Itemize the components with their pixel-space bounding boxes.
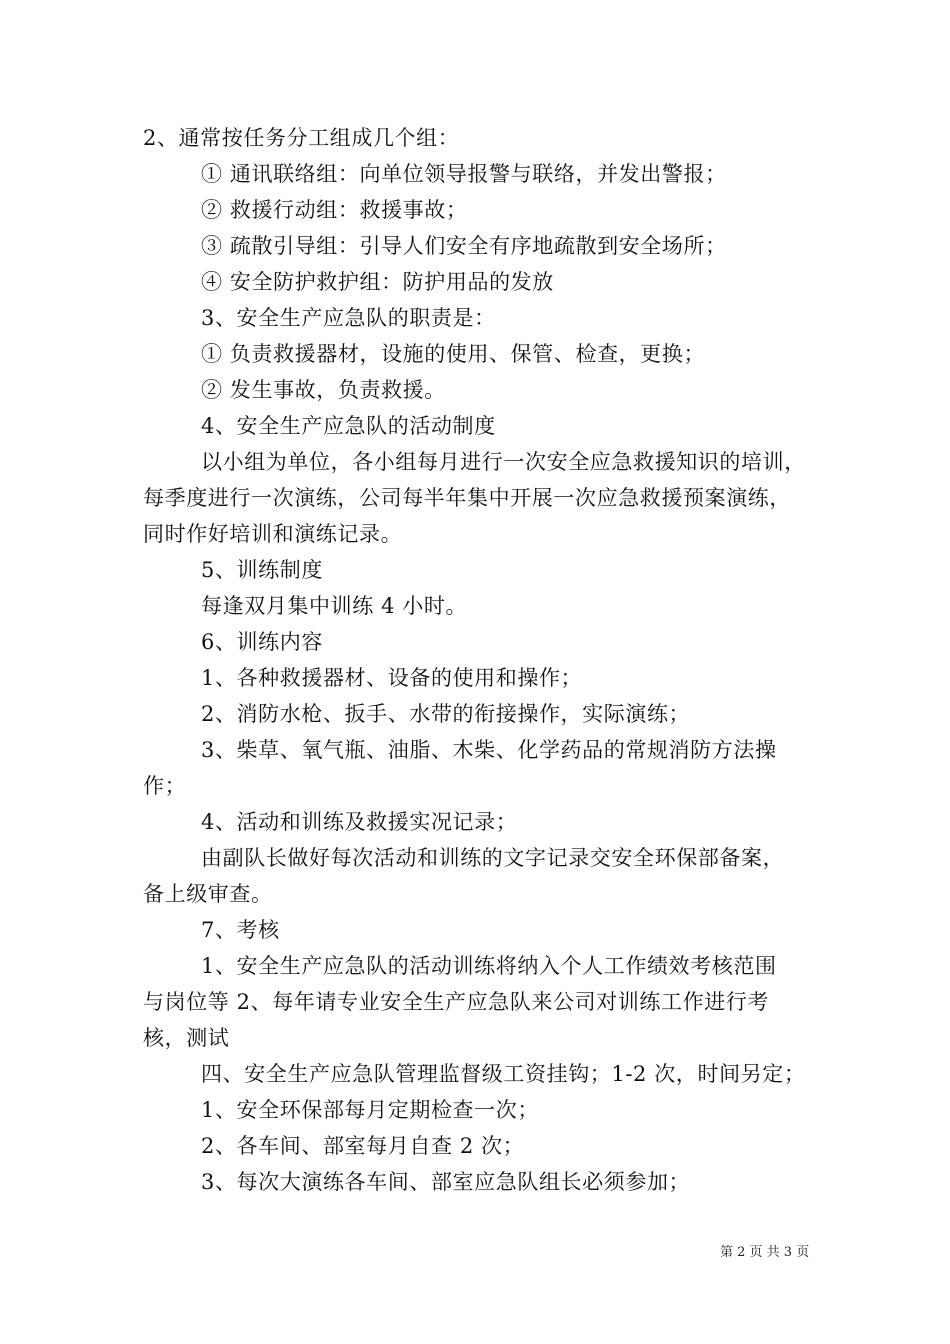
page-indicator: 第 2 页 共 3 页 bbox=[720, 1245, 810, 1260]
text-line: 以小组为单位，各小组每月进行一次安全应急救援知识的培训， bbox=[201, 450, 806, 474]
text-line: 备上级审查。 bbox=[143, 882, 273, 906]
text-line: 3、每次大演练各车间、部室应急队组长必须参加； bbox=[201, 1170, 691, 1194]
text-line: 2、消防水枪、扳手、水带的衔接操作，实际演练； bbox=[201, 702, 691, 726]
text-line: 每季度进行一次演练，公司每半年集中开展一次应急救援预案演练， bbox=[143, 486, 791, 510]
text-line: 同时作好培训和演练记录。 bbox=[143, 522, 403, 546]
text-line: ④ 安全防护救护组：防护用品的发放 bbox=[201, 270, 554, 294]
text-line: ③ 疏散引导组：引导人们安全有序地疏散到安全场所； bbox=[201, 234, 727, 258]
text-line: 每逢双月集中训练 4 小时。 bbox=[201, 594, 468, 618]
text-line: 7、考核 bbox=[201, 918, 280, 942]
text-line: 四、安全生产应急队管理监督级工资挂钩；1-2 次，时间另定； bbox=[201, 1062, 806, 1086]
text-line: ② 救援行动组：救援事故； bbox=[201, 198, 468, 222]
text-line: 4、活动和训练及救援实况记录； bbox=[201, 810, 518, 834]
text-line: 2、各车间、部室每月自查 2 次； bbox=[201, 1134, 525, 1158]
text-line: ① 负责救援器材，设施的使用、保管、检查，更换； bbox=[201, 342, 706, 366]
text-line: 核，测试 bbox=[143, 1026, 230, 1050]
text-line: 与岗位等 2、每年请专业安全生产应急队来公司对训练工作进行考 bbox=[143, 990, 770, 1014]
text-line: 2、通常按任务分工组成几个组： bbox=[143, 126, 460, 150]
text-line: 1、安全生产应急队的活动训练将纳入个人工作绩效考核范围 bbox=[201, 954, 777, 978]
text-line: ② 发生事故，负责救援。 bbox=[201, 378, 446, 402]
text-line: ① 通讯联络组：向单位领导报警与联络，并发出警报； bbox=[201, 162, 727, 186]
text-line: 6、训练内容 bbox=[201, 630, 323, 654]
text-line: 1、各种救援器材、设备的使用和操作； bbox=[201, 666, 583, 690]
text-line: 5、训练制度 bbox=[201, 558, 323, 582]
text-line: 1、安全环保部每月定期检查一次； bbox=[201, 1098, 539, 1122]
text-line: 作； bbox=[143, 774, 187, 798]
text-line: 4、安全生产应急队的活动制度 bbox=[201, 414, 496, 438]
text-line: 由副队长做好每次活动和训练的文字记录交安全环保部备案， bbox=[201, 846, 785, 870]
text-line: 3、柴草、氧气瓶、油脂、木柴、化学药品的常规消防方法操 bbox=[201, 738, 777, 762]
text-line: 3、安全生产应急队的职责是： bbox=[201, 306, 496, 330]
